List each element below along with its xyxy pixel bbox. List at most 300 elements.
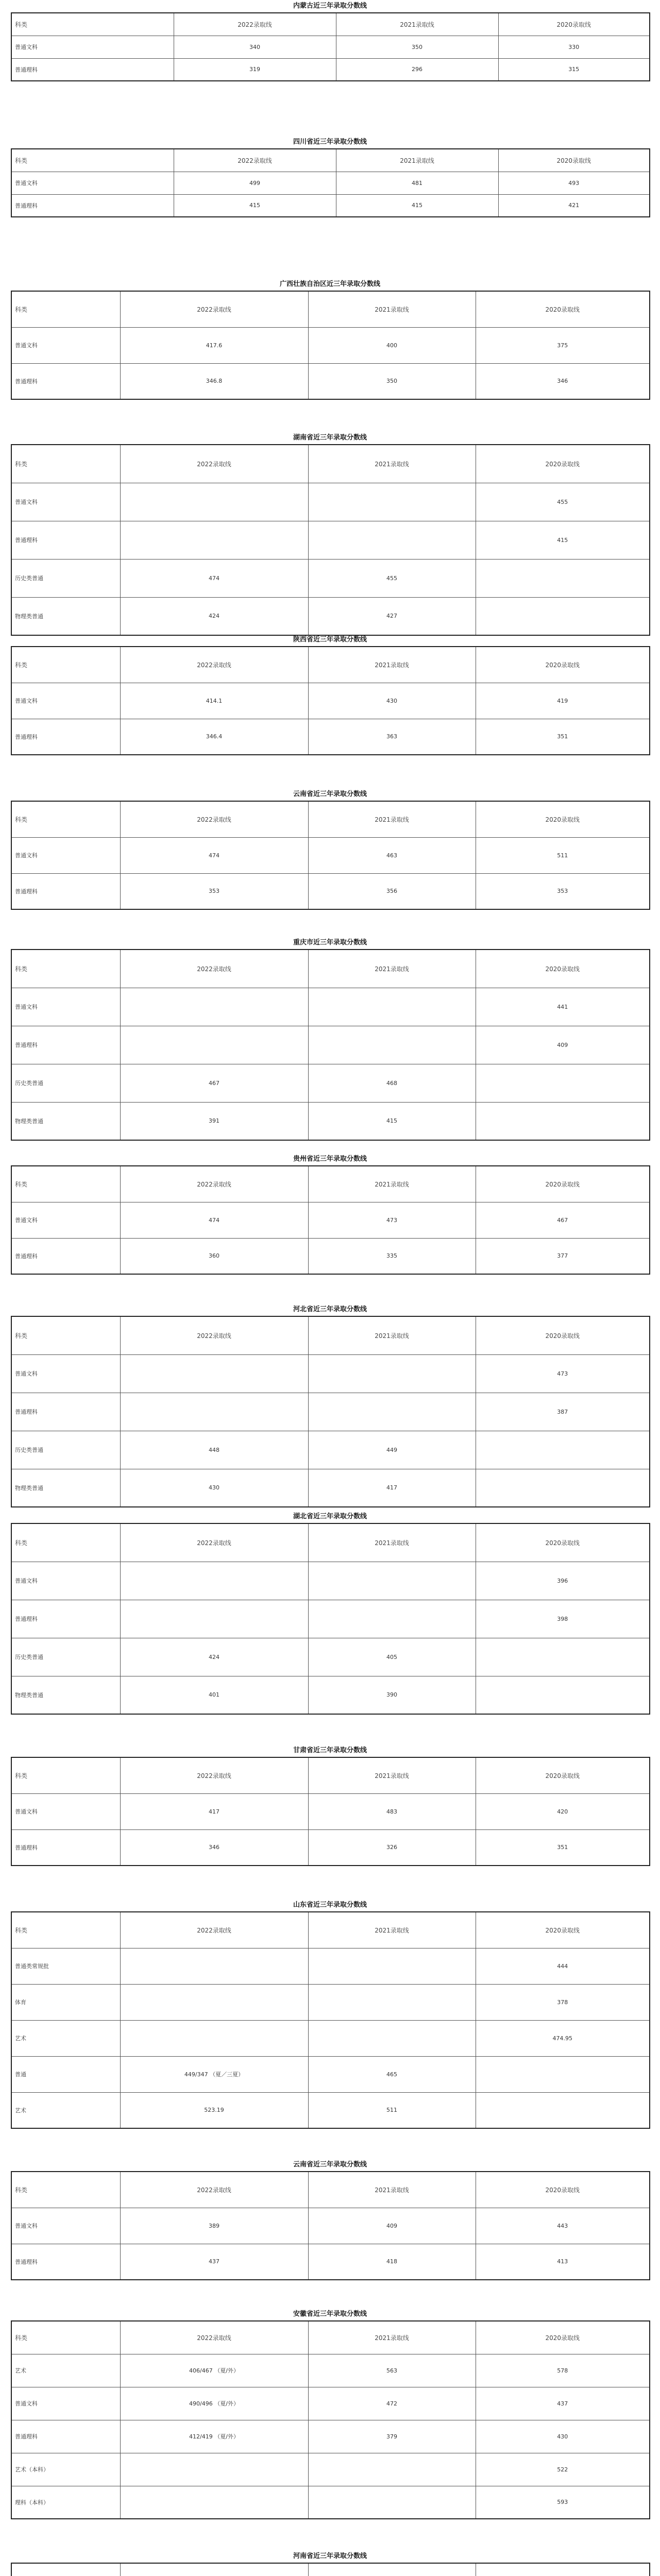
score-cell: 419 [476, 683, 650, 719]
table-row [11, 1431, 650, 1469]
score-table [11, 1316, 650, 1507]
header-cell: 2021录取线 [308, 2172, 476, 2208]
category-cell: 物理类普通 [11, 597, 120, 635]
score-cell: 474 [120, 837, 308, 873]
score-cell [476, 1102, 650, 1140]
category-cell: 普通理科 [11, 1393, 120, 1431]
header-cell: 2022录取线 [120, 445, 308, 483]
score-cell: 389 [120, 2208, 308, 2244]
score-cell: 474 [120, 559, 308, 597]
score-cell: 409 [476, 1026, 650, 1064]
table-header-row [11, 647, 650, 683]
header-cell: 2020录取线 [476, 1316, 650, 1354]
score-cell: 417 [308, 1469, 476, 1507]
score-cell: 413 [476, 2244, 650, 2280]
table-header-row [11, 2172, 650, 2208]
table-row [11, 1829, 650, 1866]
category-cell: 普通理科 [11, 2420, 120, 2453]
score-table [11, 2320, 650, 2519]
header-cell [120, 2563, 308, 2576]
score-cell: 353 [476, 873, 650, 909]
table-row [11, 2020, 650, 2056]
header-cell: 科类 [11, 2172, 120, 2208]
category-cell: 普通 [11, 2056, 120, 2092]
score-cell: 448 [120, 1431, 308, 1469]
score-cell: 378 [476, 1984, 650, 2020]
score-cell: 405 [308, 1638, 476, 1676]
section-title: 重庆市近三年录取分数线 [293, 939, 367, 946]
table-row [11, 483, 650, 521]
header-cell: 2021录取线 [308, 801, 476, 837]
header-cell: 2022录取线 [120, 291, 308, 327]
category-cell: 普通理科 [11, 719, 120, 755]
header-cell: 2022录取线 [120, 1316, 308, 1354]
score-cell: 481 [336, 172, 498, 194]
score-cell: 346.8 [120, 363, 308, 399]
section-title: 湖南省近三年录取分数线 [293, 434, 367, 442]
header-cell: 2022录取线 [174, 149, 336, 172]
table-row [11, 837, 650, 873]
category-cell: 艺术 [11, 2354, 120, 2387]
category-cell: 普通理科 [11, 363, 120, 399]
category-cell: 历史类普通 [11, 1064, 120, 1102]
score-cell [308, 1948, 476, 1984]
score-cell: 443 [476, 2208, 650, 2244]
table-row [11, 2244, 650, 2280]
header-cell: 2020录取线 [476, 291, 650, 327]
score-cell [308, 521, 476, 559]
header-cell: 2022录取线 [120, 801, 308, 837]
score-cell [120, 1984, 308, 2020]
score-cell: 363 [308, 719, 476, 755]
score-table [11, 2171, 650, 2280]
score-cell [308, 1984, 476, 2020]
header-cell: 2022录取线 [174, 13, 336, 36]
score-cell: 346 [476, 363, 650, 399]
header-cell: 2020录取线 [476, 1912, 650, 1948]
score-cell: 522 [476, 2453, 650, 2486]
table-row [11, 521, 650, 559]
header-cell: 2021录取线 [308, 647, 476, 683]
section-title: 湖北省近三年录取分数线 [293, 1513, 367, 1520]
section-title: 广西壮族自治区近三年录取分数线 [279, 280, 380, 288]
section-title: 云南省近三年录取分数线 [293, 2161, 367, 2168]
table-header-row [11, 2321, 650, 2354]
table-row [11, 58, 650, 81]
score-cell: 444 [476, 1948, 650, 1984]
score-cell: 490/496 （夏/外） [120, 2387, 308, 2420]
table-row [11, 1064, 650, 1102]
score-cell [120, 1600, 308, 1638]
score-cell [120, 1354, 308, 1393]
table-row [11, 988, 650, 1026]
header-cell: 2021录取线 [308, 2321, 476, 2354]
score-cell: 472 [308, 2387, 476, 2420]
score-cell: 415 [336, 194, 498, 217]
header-cell: 2022录取线 [120, 1166, 308, 1202]
section-title: 河北省近三年录取分数线 [293, 1306, 367, 1313]
score-cell: 427 [308, 597, 476, 635]
score-table [11, 1911, 650, 2129]
table-row [11, 1562, 650, 1600]
category-cell: 普通文科 [11, 483, 120, 521]
score-cell: 417 [120, 1793, 308, 1829]
header-cell [476, 2563, 650, 2576]
score-cell: 523.19 [120, 2092, 308, 2128]
score-cell: 483 [308, 1793, 476, 1829]
table-row [11, 1393, 650, 1431]
score-cell: 396 [476, 1562, 650, 1600]
table-row [11, 1948, 650, 1984]
header-cell: 科类 [11, 291, 120, 327]
score-cell [476, 1676, 650, 1714]
category-cell: 物理类普通 [11, 1102, 120, 1140]
table-header-row [11, 801, 650, 837]
score-table [11, 949, 650, 1141]
category-cell: 普通文科 [11, 327, 120, 363]
table-header-row [11, 1166, 650, 1202]
header-cell: 2020录取线 [476, 445, 650, 483]
table-row [11, 363, 650, 399]
header-cell: 2021录取线 [308, 445, 476, 483]
category-cell: 普通文科 [11, 683, 120, 719]
table-row [11, 172, 650, 194]
table-row [11, 2354, 650, 2387]
table-header-row [11, 2563, 650, 2576]
category-cell: 普通理科 [11, 1026, 120, 1064]
score-cell: 455 [476, 483, 650, 521]
score-cell [120, 483, 308, 521]
score-cell [120, 1948, 308, 1984]
score-cell: 473 [476, 1354, 650, 1393]
score-cell: 335 [308, 1238, 476, 1274]
score-cell: 463 [308, 837, 476, 873]
table-header-row [11, 445, 650, 483]
table-row [11, 683, 650, 719]
header-cell: 科类 [11, 1523, 120, 1562]
table-row [11, 1676, 650, 1714]
score-cell: 473 [308, 1202, 476, 1238]
score-cell: 417.6 [120, 327, 308, 363]
score-cell [120, 1393, 308, 1431]
table-row [11, 1354, 650, 1393]
category-cell: 体育 [11, 1984, 120, 2020]
score-cell: 437 [476, 2387, 650, 2420]
score-cell: 326 [308, 1829, 476, 1866]
table-row [11, 873, 650, 909]
score-cell: 441 [476, 988, 650, 1026]
category-cell: 普通文科 [11, 837, 120, 873]
header-cell: 2020录取线 [476, 801, 650, 837]
header-cell: 2020录取线 [498, 149, 650, 172]
score-cell [308, 988, 476, 1026]
category-cell: 艺术（本科） [11, 2453, 120, 2486]
score-table [11, 1757, 650, 1866]
score-cell [308, 1600, 476, 1638]
score-cell: 418 [308, 2244, 476, 2280]
header-cell: 2022录取线 [120, 2172, 308, 2208]
score-cell: 350 [308, 363, 476, 399]
score-table [11, 444, 650, 636]
header-cell: 2020录取线 [476, 1166, 650, 1202]
score-cell: 467 [476, 1202, 650, 1238]
score-cell: 593 [476, 2486, 650, 2519]
category-cell: 普通文科 [11, 988, 120, 1026]
score-cell: 319 [174, 58, 336, 81]
header-cell: 科类 [11, 1757, 120, 1793]
header-cell: 2022录取线 [120, 950, 308, 988]
section-title: 陕西省近三年录取分数线 [293, 636, 367, 643]
score-cell: 330 [498, 36, 650, 58]
table-row [11, 1984, 650, 2020]
score-cell: 379 [308, 2420, 476, 2453]
header-cell: 科类 [11, 950, 120, 988]
score-cell: 424 [120, 1638, 308, 1676]
score-cell [308, 1354, 476, 1393]
table-row [11, 327, 650, 363]
category-cell: 普通文科 [11, 1354, 120, 1393]
score-table [11, 148, 650, 217]
table-row [11, 194, 650, 217]
score-cell: 346 [120, 1829, 308, 1866]
score-cell [476, 1638, 650, 1676]
table-row [11, 1600, 650, 1638]
score-cell: 474 [120, 1202, 308, 1238]
score-table [11, 1165, 650, 1275]
header-cell: 2022录取线 [120, 2321, 308, 2354]
score-cell: 421 [498, 194, 650, 217]
score-cell: 390 [308, 1676, 476, 1714]
score-cell [120, 988, 308, 1026]
score-cell [476, 559, 650, 597]
table-header-row [11, 950, 650, 988]
category-cell: 普通理科 [11, 873, 120, 909]
header-cell: 科类 [11, 445, 120, 483]
category-cell: 普通理科 [11, 521, 120, 559]
score-cell [308, 1562, 476, 1600]
score-cell: 353 [120, 873, 308, 909]
table-row [11, 1026, 650, 1064]
header-cell [308, 2563, 476, 2576]
score-table [11, 646, 650, 755]
category-cell: 艺术 [11, 2092, 120, 2128]
category-cell: 普通理科 [11, 1238, 120, 1274]
table-row [11, 36, 650, 58]
header-cell: 2021录取线 [336, 13, 498, 36]
score-cell: 315 [498, 58, 650, 81]
score-cell [120, 2453, 308, 2486]
score-cell: 360 [120, 1238, 308, 1274]
header-cell: 2020录取线 [476, 1523, 650, 1562]
header-cell: 2022录取线 [120, 1523, 308, 1562]
category-cell: 普通文科 [11, 1793, 120, 1829]
table-header-row [11, 149, 650, 172]
score-cell: 398 [476, 1600, 650, 1638]
score-cell: 375 [476, 327, 650, 363]
score-cell [476, 597, 650, 635]
header-cell: 2020录取线 [476, 2172, 650, 2208]
score-table [11, 291, 650, 400]
header-cell: 2020录取线 [476, 950, 650, 988]
score-cell: 424 [120, 597, 308, 635]
score-cell: 511 [308, 2092, 476, 2128]
table-row [11, 1793, 650, 1829]
header-cell: 科类 [11, 1316, 120, 1354]
score-cell [120, 521, 308, 559]
category-cell: 历史类普通 [11, 1431, 120, 1469]
table-row [11, 1202, 650, 1238]
score-cell: 455 [308, 559, 476, 597]
section-title: 云南省近三年录取分数线 [293, 790, 367, 798]
score-cell: 468 [308, 1064, 476, 1102]
category-cell: 普通文科 [11, 1202, 120, 1238]
header-cell: 2021录取线 [308, 1316, 476, 1354]
header-cell: 科类 [11, 1912, 120, 1948]
header-cell: 科类 [11, 647, 120, 683]
score-table [11, 801, 650, 910]
score-cell: 400 [308, 327, 476, 363]
header-cell: 科类 [11, 801, 120, 837]
category-cell: 普通文科 [11, 36, 174, 58]
category-cell: 历史类普通 [11, 1638, 120, 1676]
score-table [11, 1523, 650, 1715]
score-cell: 430 [308, 683, 476, 719]
score-cell [476, 1431, 650, 1469]
score-cell: 578 [476, 2354, 650, 2387]
score-cell: 467 [120, 1064, 308, 1102]
header-cell: 2020录取线 [476, 2321, 650, 2354]
score-cell: 449/347 （夏／三夏） [120, 2056, 308, 2092]
score-cell: 499 [174, 172, 336, 194]
header-cell: 2020录取线 [498, 13, 650, 36]
table-row [11, 2420, 650, 2453]
table-row [11, 2208, 650, 2244]
table-row [11, 1238, 650, 1274]
score-cell [308, 2453, 476, 2486]
score-cell: 346.4 [120, 719, 308, 755]
section-title: 甘肃省近三年录取分数线 [293, 1747, 367, 1754]
table-row [11, 559, 650, 597]
score-cell: 351 [476, 1829, 650, 1866]
category-cell: 普通理科 [11, 1829, 120, 1866]
score-cell: 415 [174, 194, 336, 217]
header-cell [11, 2563, 120, 2576]
table-header-row [11, 291, 650, 327]
category-cell: 普通理科 [11, 2244, 120, 2280]
table-row [11, 1469, 650, 1507]
score-cell: 406/467 （夏/外） [120, 2354, 308, 2387]
score-cell: 465 [308, 2056, 476, 2092]
category-cell: 物理类普通 [11, 1676, 120, 1714]
header-cell: 2022录取线 [120, 1757, 308, 1793]
score-cell: 415 [476, 521, 650, 559]
category-cell: 物理类普通 [11, 1469, 120, 1507]
category-cell: 艺术 [11, 2020, 120, 2056]
header-cell: 科类 [11, 13, 174, 36]
score-cell: 437 [120, 2244, 308, 2280]
table-header-row [11, 1523, 650, 1562]
section-title: 内蒙古近三年录取分数线 [293, 2, 367, 10]
category-cell: 普通理科 [11, 194, 174, 217]
header-cell: 科类 [11, 1166, 120, 1202]
category-cell: 普通文科 [11, 2208, 120, 2244]
score-cell: 387 [476, 1393, 650, 1431]
header-cell: 2021录取线 [336, 149, 498, 172]
header-cell: 2021录取线 [308, 1166, 476, 1202]
score-cell [120, 2486, 308, 2519]
header-cell: 2022录取线 [120, 647, 308, 683]
table-row [11, 2092, 650, 2128]
score-cell: 401 [120, 1676, 308, 1714]
header-cell: 科类 [11, 2321, 120, 2354]
score-cell: 474.95 [476, 2020, 650, 2056]
category-cell: 普通文科 [11, 1562, 120, 1600]
score-cell: 412/419 （夏/外） [120, 2420, 308, 2453]
score-cell [308, 2020, 476, 2056]
category-cell: 普通理科 [11, 58, 174, 81]
score-cell: 414.1 [120, 683, 308, 719]
table-header-row [11, 1757, 650, 1793]
score-cell [120, 1026, 308, 1064]
score-table [11, 2563, 650, 2576]
header-cell: 2021录取线 [308, 291, 476, 327]
section-title: 贵州省近三年录取分数线 [293, 1155, 367, 1163]
section-title: 河南省近三年录取分数线 [293, 2552, 367, 2560]
table-row [11, 2486, 650, 2519]
score-cell: 420 [476, 1793, 650, 1829]
table-row [11, 2453, 650, 2486]
score-table [11, 12, 650, 81]
table-row [11, 597, 650, 635]
score-cell [476, 2056, 650, 2092]
header-cell: 2020录取线 [476, 647, 650, 683]
category-cell: 普通理科 [11, 1600, 120, 1638]
category-cell: 普通类常规批 [11, 1948, 120, 1984]
header-cell: 2021录取线 [308, 1757, 476, 1793]
header-cell: 科类 [11, 149, 174, 172]
score-cell: 391 [120, 1102, 308, 1140]
table-row [11, 2056, 650, 2092]
score-cell: 351 [476, 719, 650, 755]
score-cell [476, 2092, 650, 2128]
score-cell: 356 [308, 873, 476, 909]
score-cell: 350 [336, 36, 498, 58]
category-cell: 普通文科 [11, 172, 174, 194]
score-cell: 409 [308, 2208, 476, 2244]
score-cell: 563 [308, 2354, 476, 2387]
score-cell: 449 [308, 1431, 476, 1469]
score-cell [476, 1064, 650, 1102]
header-cell: 2020录取线 [476, 1757, 650, 1793]
table-row [11, 719, 650, 755]
header-cell: 2021录取线 [308, 950, 476, 988]
category-cell: 普通文科 [11, 2387, 120, 2420]
score-cell [120, 2020, 308, 2056]
section-title: 四川省近三年录取分数线 [293, 138, 367, 146]
table-row [11, 2387, 650, 2420]
category-cell: 历史类普通 [11, 559, 120, 597]
score-cell: 430 [476, 2420, 650, 2453]
score-cell: 430 [120, 1469, 308, 1507]
header-cell: 2021录取线 [308, 1523, 476, 1562]
score-cell [120, 1562, 308, 1600]
table-header-row [11, 13, 650, 36]
category-cell: 理科（本科） [11, 2486, 120, 2519]
table-header-row [11, 1316, 650, 1354]
score-cell [476, 1469, 650, 1507]
score-cell: 511 [476, 837, 650, 873]
section-title: 安徽省近三年录取分数线 [293, 2310, 367, 2318]
